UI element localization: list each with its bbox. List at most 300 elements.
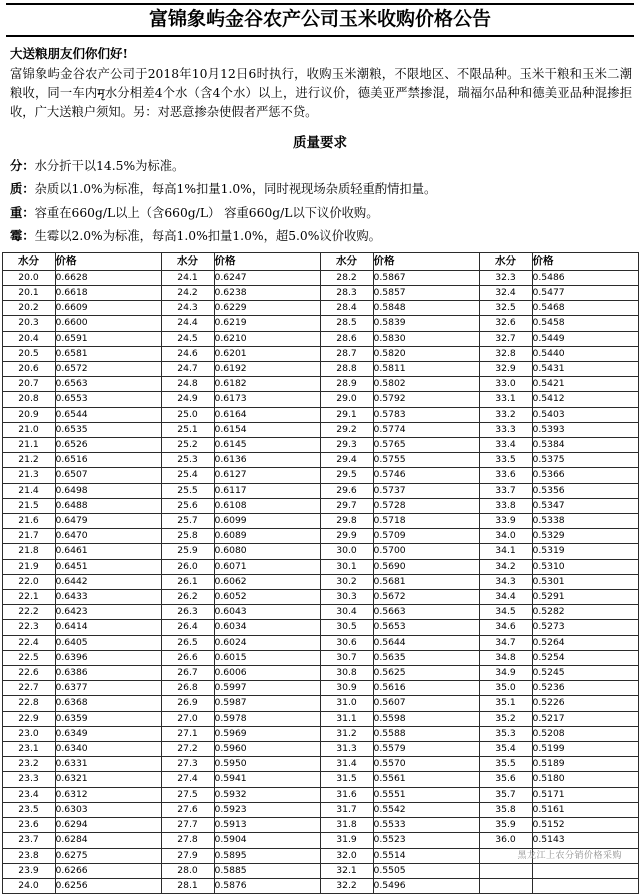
cell-moisture: 22.9 <box>2 711 55 726</box>
cell-moisture: 24.6 <box>161 346 214 361</box>
cell-moisture: 22.7 <box>2 681 55 696</box>
cell-price: 0.5579 <box>373 742 479 757</box>
cell-price: 0.6526 <box>55 438 161 453</box>
cell-moisture: 32.2 <box>320 878 373 893</box>
cell-moisture: 26.8 <box>161 681 214 696</box>
cell-moisture: 27.9 <box>161 848 214 863</box>
cell-moisture: 29.4 <box>320 453 373 468</box>
cell-price <box>532 878 638 893</box>
cell-price: 0.5468 <box>532 301 638 316</box>
quality-key-weight: 重： <box>10 204 35 220</box>
table-row <box>2 818 638 833</box>
cell-moisture: 22.6 <box>2 666 55 681</box>
cell-price: 0.6201 <box>214 346 320 361</box>
cell-moisture: 21.0 <box>2 422 55 437</box>
quality-line-weight <box>10 204 632 222</box>
cell-price: 0.6034 <box>214 620 320 635</box>
cell-moisture: 21.9 <box>2 559 55 574</box>
cell-moisture: 34.4 <box>479 590 532 605</box>
cell-moisture: 35.2 <box>479 711 532 726</box>
cell-moisture: 28.5 <box>320 316 373 331</box>
title-bar <box>6 3 634 37</box>
quality-value-weight: 容重在660g/L以上（含660g/L） 容重660g/L以下议价收购。 <box>34 205 379 220</box>
cell-moisture: 31.3 <box>320 742 373 757</box>
table-row <box>2 331 638 346</box>
cell-moisture: 23.2 <box>2 757 55 772</box>
cell-moisture: 25.1 <box>161 422 214 437</box>
table-row <box>2 301 638 316</box>
cell-moisture: 20.9 <box>2 407 55 422</box>
quality-line-mold <box>10 227 632 245</box>
cell-price: 0.5783 <box>373 407 479 422</box>
header-price-4: 价格 <box>532 252 638 270</box>
cell-price: 0.5542 <box>373 802 479 817</box>
cell-price: 0.6154 <box>214 422 320 437</box>
cell-moisture: 22.0 <box>2 574 55 589</box>
cell-moisture: 20.6 <box>2 362 55 377</box>
cell-moisture: 34.0 <box>479 529 532 544</box>
cell-moisture: 24.3 <box>161 301 214 316</box>
cell-moisture: 26.4 <box>161 620 214 635</box>
cell-price: 0.5264 <box>532 635 638 650</box>
cell-moisture: 26.3 <box>161 605 214 620</box>
cell-moisture: 33.3 <box>479 422 532 437</box>
table-row <box>2 590 638 605</box>
cell-moisture: 29.1 <box>320 407 373 422</box>
table-row <box>2 742 638 757</box>
cell-price: 0.5885 <box>214 863 320 878</box>
cell-moisture: 25.5 <box>161 483 214 498</box>
table-row <box>2 514 638 529</box>
cell-moisture: 34.1 <box>479 544 532 559</box>
cell-price: 0.5208 <box>532 726 638 741</box>
header-moisture-2: 水分 <box>161 252 214 270</box>
cell-moisture <box>479 878 532 893</box>
table-row <box>2 772 638 787</box>
cell-price: 0.6423 <box>55 605 161 620</box>
cell-price: 0.6609 <box>55 301 161 316</box>
cell-price: 0.6451 <box>55 559 161 574</box>
quality-key-mold: 霉： <box>10 228 35 244</box>
table-row <box>2 635 638 650</box>
cell-price: 0.6256 <box>55 878 161 893</box>
cell-moisture: 31.0 <box>320 696 373 711</box>
cell-price: 0.5653 <box>373 620 479 635</box>
cell-price: 0.6461 <box>55 544 161 559</box>
cell-moisture: 27.4 <box>161 772 214 787</box>
cell-price: 0.6266 <box>55 863 161 878</box>
table-header-row <box>2 252 638 270</box>
cell-moisture: 23.3 <box>2 772 55 787</box>
cell-price: 0.6572 <box>55 362 161 377</box>
cell-price: 0.6442 <box>55 574 161 589</box>
cell-moisture: 33.5 <box>479 453 532 468</box>
cell-moisture: 29.9 <box>320 529 373 544</box>
cell-moisture: 21.2 <box>2 453 55 468</box>
cell-price: 0.5449 <box>532 331 638 346</box>
cell-moisture: 31.1 <box>320 711 373 726</box>
cell-price: 0.5431 <box>532 362 638 377</box>
cell-price: 0.5384 <box>532 438 638 453</box>
cell-moisture: 20.2 <box>2 301 55 316</box>
cell-price: 0.5857 <box>373 285 479 300</box>
cell-moisture: 25.4 <box>161 468 214 483</box>
cell-price: 0.6275 <box>55 848 161 863</box>
cell-moisture: 30.1 <box>320 559 373 574</box>
cell-moisture: 22.2 <box>2 605 55 620</box>
cell-price: 0.6015 <box>214 650 320 665</box>
cell-moisture: 29.6 <box>320 483 373 498</box>
header-moisture-1: 水分 <box>2 252 55 270</box>
cell-price: 0.5366 <box>532 468 638 483</box>
cell-moisture: 22.5 <box>2 650 55 665</box>
cell-price: 0.6136 <box>214 453 320 468</box>
cell-price: 0.5625 <box>373 666 479 681</box>
cell-price: 0.6006 <box>214 666 320 681</box>
cell-price: 0.5718 <box>373 514 479 529</box>
cell-moisture: 27.0 <box>161 711 214 726</box>
cell-price: 0.5820 <box>373 346 479 361</box>
cell-moisture: 33.1 <box>479 392 532 407</box>
cell-price: 0.5477 <box>532 285 638 300</box>
cell-moisture: 26.7 <box>161 666 214 681</box>
cell-moisture: 35.7 <box>479 787 532 802</box>
cell-moisture: 32.3 <box>479 270 532 285</box>
cell-moisture: 31.4 <box>320 757 373 772</box>
cell-price: 0.5792 <box>373 392 479 407</box>
cell-price: 0.6303 <box>55 802 161 817</box>
cell-price: 0.5356 <box>532 483 638 498</box>
cell-price: 0.6331 <box>55 757 161 772</box>
cell-price: 0.6563 <box>55 377 161 392</box>
cell-moisture: 35.3 <box>479 726 532 741</box>
table-row <box>2 438 638 453</box>
cell-price: 0.5458 <box>532 316 638 331</box>
cell-moisture: 32.0 <box>320 848 373 863</box>
cell-moisture: 34.5 <box>479 605 532 620</box>
cell-moisture: 28.3 <box>320 285 373 300</box>
cell-moisture: 35.4 <box>479 742 532 757</box>
cell-moisture: 32.5 <box>479 301 532 316</box>
cell-moisture: 33.2 <box>479 407 532 422</box>
cell-price: 0.5514 <box>373 848 479 863</box>
watermark-text: 黑龙江上农分销价格采购 <box>517 851 622 861</box>
cell-price: 0.5338 <box>532 514 638 529</box>
cell-moisture: 25.0 <box>161 407 214 422</box>
cell-moisture: 35.9 <box>479 818 532 833</box>
cell-price: 0.6628 <box>55 270 161 285</box>
table-row <box>2 483 638 498</box>
cell-price: 0.5960 <box>214 742 320 757</box>
cell-moisture: 26.5 <box>161 635 214 650</box>
table-row <box>2 529 638 544</box>
cell-moisture: 26.1 <box>161 574 214 589</box>
cell-moisture: 33.6 <box>479 468 532 483</box>
cell-price: 0.5393 <box>532 422 638 437</box>
cell-moisture: 35.0 <box>479 681 532 696</box>
cell-moisture: 31.2 <box>320 726 373 741</box>
cell-moisture: 29.8 <box>320 514 373 529</box>
cell-price: 0.6405 <box>55 635 161 650</box>
cell-moisture: 28.7 <box>320 346 373 361</box>
cell-price: 0.6108 <box>214 498 320 513</box>
table-row <box>2 574 638 589</box>
cell-price: 0.5811 <box>373 362 479 377</box>
cell-price: 0.5217 <box>532 711 638 726</box>
cell-price: 0.6340 <box>55 742 161 757</box>
cell-moisture: 20.4 <box>2 331 55 346</box>
cell-price: 0.5950 <box>214 757 320 772</box>
cell-moisture: 28.1 <box>161 878 214 893</box>
header-price-1: 价格 <box>55 252 161 270</box>
cell-price: 0.5765 <box>373 438 479 453</box>
cell-price: 0.5635 <box>373 650 479 665</box>
quality-key-moisture: 分： <box>10 158 35 174</box>
cell-moisture: 24.7 <box>161 362 214 377</box>
cell-moisture: 34.3 <box>479 574 532 589</box>
cell-price: 0.5672 <box>373 590 479 605</box>
table-row <box>2 285 638 300</box>
cell-price: 0.5273 <box>532 620 638 635</box>
table-row <box>2 362 638 377</box>
cell-price: 0.6099 <box>214 514 320 529</box>
cell-price: 0.5839 <box>373 316 479 331</box>
cell-moisture: 32.9 <box>479 362 532 377</box>
cell-price: 0.5616 <box>373 681 479 696</box>
cell-price: 0.5496 <box>373 878 479 893</box>
cell-price: 0.6164 <box>214 407 320 422</box>
cell-price: 0.6535 <box>55 422 161 437</box>
cell-price: 0.6173 <box>214 392 320 407</box>
cell-moisture: 31.9 <box>320 833 373 848</box>
cell-price: 0.5941 <box>214 772 320 787</box>
cell-moisture: 27.7 <box>161 818 214 833</box>
page-title: 富锦象屿金谷农产公司玉米收购价格公告 <box>148 8 491 30</box>
cell-moisture: 25.9 <box>161 544 214 559</box>
cell-moisture: 34.2 <box>479 559 532 574</box>
cell-price: 0.5663 <box>373 605 479 620</box>
cell-moisture: 21.7 <box>2 529 55 544</box>
table-row <box>2 544 638 559</box>
table-row <box>2 498 638 513</box>
table-row <box>2 346 638 361</box>
cell-price: 0.5282 <box>532 605 638 620</box>
cell-price: 0.6618 <box>55 285 161 300</box>
cell-price: 0.5904 <box>214 833 320 848</box>
cell-price: 0.5774 <box>373 422 479 437</box>
cell-moisture: 24.2 <box>161 285 214 300</box>
greeting-text: 大送粮朋友们你们好! <box>10 45 128 61</box>
cell-moisture: 35.8 <box>479 802 532 817</box>
cell-price: 0.5969 <box>214 726 320 741</box>
cell-moisture: 33.7 <box>479 483 532 498</box>
table-row <box>2 453 638 468</box>
cell-price: 0.6368 <box>55 696 161 711</box>
cell-price: 0.5923 <box>214 802 320 817</box>
cell-price: 0.5505 <box>373 863 479 878</box>
cell-moisture: 30.4 <box>320 605 373 620</box>
cell-price: 0.6247 <box>214 270 320 285</box>
cell-price: 0.6238 <box>214 285 320 300</box>
cell-price: 0.6396 <box>55 650 161 665</box>
cell-price: 0.6312 <box>55 787 161 802</box>
cell-price: 0.6284 <box>55 833 161 848</box>
cell-price: 0.6062 <box>214 574 320 589</box>
cell-moisture: 28.6 <box>320 331 373 346</box>
cell-moisture: 32.4 <box>479 285 532 300</box>
cell-price: 0.6433 <box>55 590 161 605</box>
cell-price: 0.5245 <box>532 666 638 681</box>
cell-moisture: 28.4 <box>320 301 373 316</box>
cell-moisture: 35.6 <box>479 772 532 787</box>
table-row <box>2 316 638 331</box>
cell-price: 0.5486 <box>532 270 638 285</box>
cell-moisture: 35.5 <box>479 757 532 772</box>
cell-price: 0.5375 <box>532 453 638 468</box>
quality-value-impurity: 杂质以1.0%为标准，每高1%扣量1.0%，同时视现场杂质轻重酌情扣量。 <box>34 182 437 197</box>
header-moisture-4: 水分 <box>479 252 532 270</box>
cell-moisture: 22.8 <box>2 696 55 711</box>
cell-moisture: 34.7 <box>479 635 532 650</box>
cell-price: 0.5143 <box>532 833 638 848</box>
cell-price: 0.6591 <box>55 331 161 346</box>
cell-price: 0.6210 <box>214 331 320 346</box>
cell-price: 0.6507 <box>55 468 161 483</box>
cell-price: 0.5412 <box>532 392 638 407</box>
cell-price: 0.6071 <box>214 559 320 574</box>
cell-moisture: 29.2 <box>320 422 373 437</box>
cell-moisture: 23.7 <box>2 833 55 848</box>
cell-moisture: 31.6 <box>320 787 373 802</box>
cell-price: 0.5440 <box>532 346 638 361</box>
cell-price: 0.5301 <box>532 574 638 589</box>
cell-moisture: 22.1 <box>2 590 55 605</box>
cell-moisture: 30.7 <box>320 650 373 665</box>
cell-price: 0.5533 <box>373 818 479 833</box>
cell-moisture: 22.4 <box>2 635 55 650</box>
table-row <box>2 726 638 741</box>
cell-price: 0.5978 <box>214 711 320 726</box>
cell-price: 0.5226 <box>532 696 638 711</box>
cell-price: 0.5403 <box>532 407 638 422</box>
cell-moisture: 26.2 <box>161 590 214 605</box>
cell-price: 0.5690 <box>373 559 479 574</box>
cell-price: 0.5319 <box>532 544 638 559</box>
cell-price: 0.5737 <box>373 483 479 498</box>
cell-price: 0.6321 <box>55 772 161 787</box>
cell-price: 0.5598 <box>373 711 479 726</box>
quality-key-impurity: 质： <box>10 181 35 197</box>
cell-moisture: 25.3 <box>161 453 214 468</box>
cell-moisture: 31.7 <box>320 802 373 817</box>
cell-price: 0.6544 <box>55 407 161 422</box>
cell-moisture: 20.1 <box>2 285 55 300</box>
cell-price: 0.5913 <box>214 818 320 833</box>
cell-moisture: 24.4 <box>161 316 214 331</box>
cell-moisture: 27.2 <box>161 742 214 757</box>
cell-price: 0.6229 <box>214 301 320 316</box>
cell-moisture: 30.8 <box>320 666 373 681</box>
cell-moisture: 28.8 <box>320 362 373 377</box>
cell-moisture: 33.0 <box>479 377 532 392</box>
cell-moisture: 29.3 <box>320 438 373 453</box>
table-row <box>2 377 638 392</box>
cell-moisture: 32.7 <box>479 331 532 346</box>
cell-moisture <box>479 863 532 878</box>
cell-moisture: 28.2 <box>320 270 373 285</box>
table-row <box>2 407 638 422</box>
quality-line-impurity <box>10 180 632 198</box>
table-row <box>2 696 638 711</box>
cell-price: 0.6117 <box>214 483 320 498</box>
table-row <box>2 757 638 772</box>
cell-moisture: 31.5 <box>320 772 373 787</box>
cell-moisture: 22.3 <box>2 620 55 635</box>
cell-moisture: 24.9 <box>161 392 214 407</box>
cell-price: 0.6488 <box>55 498 161 513</box>
cell-price: 0.5421 <box>532 377 638 392</box>
table-row <box>2 878 638 893</box>
cell-moisture: 20.8 <box>2 392 55 407</box>
cell-price: 0.6294 <box>55 818 161 833</box>
cell-price: 0.6377 <box>55 681 161 696</box>
quality-value-mold: 生霉以2.0%为标准，每高1.0%扣量1.0%，超5.0%议价收购。 <box>34 229 381 244</box>
price-announcement-page <box>0 3 640 891</box>
cell-moisture: 20.7 <box>2 377 55 392</box>
cell-moisture: 32.1 <box>320 863 373 878</box>
table-row <box>2 802 638 817</box>
cell-price: 0.5161 <box>532 802 638 817</box>
cell-price: 0.5236 <box>532 681 638 696</box>
cell-moisture: 23.6 <box>2 818 55 833</box>
cell-moisture: 21.5 <box>2 498 55 513</box>
table-row <box>2 650 638 665</box>
table-row <box>2 422 638 437</box>
cell-moisture: 23.9 <box>2 863 55 878</box>
cell-price: 0.6414 <box>55 620 161 635</box>
cell-price: 0.6581 <box>55 346 161 361</box>
cell-price: 0.5171 <box>532 787 638 802</box>
table-row <box>2 605 638 620</box>
cell-price: 0.5570 <box>373 757 479 772</box>
cell-price: 0.5932 <box>214 787 320 802</box>
cell-price: 0.5180 <box>532 772 638 787</box>
cell-moisture: 27.3 <box>161 757 214 772</box>
table-row <box>2 833 638 848</box>
cell-price: 0.5728 <box>373 498 479 513</box>
cell-price: 0.5199 <box>532 742 638 757</box>
cell-moisture: 26.9 <box>161 696 214 711</box>
cell-moisture: 35.1 <box>479 696 532 711</box>
cell-moisture: 20.0 <box>2 270 55 285</box>
cell-moisture: 20.5 <box>2 346 55 361</box>
cell-price: 0.5607 <box>373 696 479 711</box>
cell-moisture: 30.9 <box>320 681 373 696</box>
cell-price: 0.5189 <box>532 757 638 772</box>
cell-price: 0.6516 <box>55 453 161 468</box>
cell-moisture: 36.0 <box>479 833 532 848</box>
price-table <box>2 252 639 894</box>
cell-price: 0.5310 <box>532 559 638 574</box>
table-row <box>2 666 638 681</box>
cell-moisture: 32.8 <box>479 346 532 361</box>
cell-moisture: 33.8 <box>479 498 532 513</box>
cell-price <box>532 863 638 878</box>
cell-price: 0.5802 <box>373 377 479 392</box>
header-moisture-3: 水分 <box>320 252 373 270</box>
cell-moisture: 30.6 <box>320 635 373 650</box>
cell-price: 0.6470 <box>55 529 161 544</box>
